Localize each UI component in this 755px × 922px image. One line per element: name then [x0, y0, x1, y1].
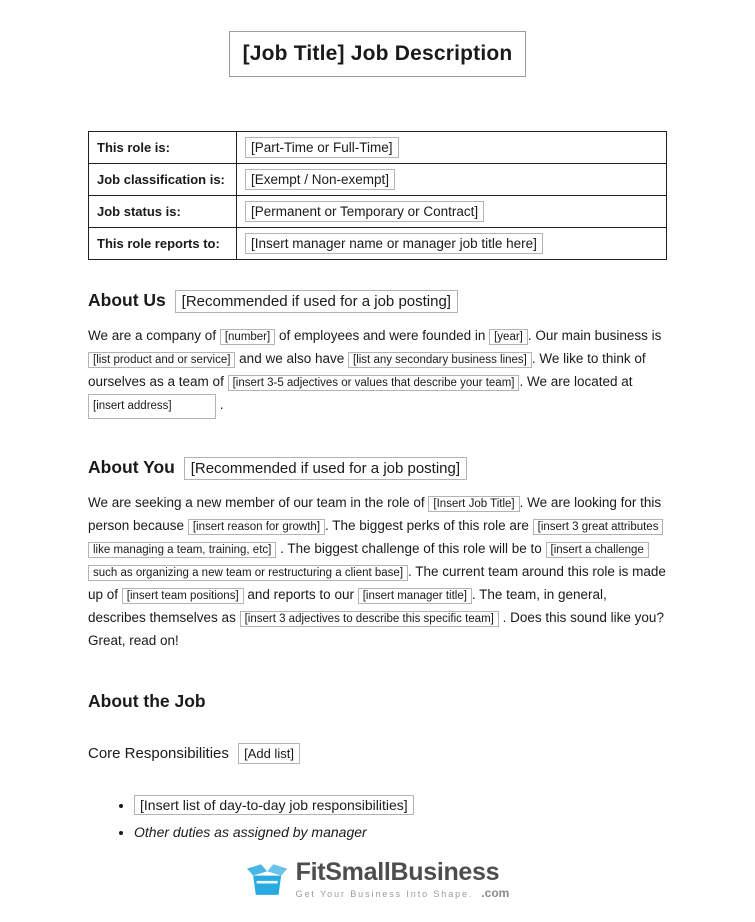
placeholder-field[interactable]: [Insert list of day-to-day job responsibilities]: [134, 795, 414, 815]
placeholder-field[interactable]: [insert 3-5 adjectives or values that describe your team]: [228, 375, 520, 391]
placeholder-field[interactable]: [number]: [220, 329, 275, 345]
row-value-cell: [237, 196, 667, 228]
open-box-icon: [246, 861, 288, 899]
placeholder-field[interactable]: [list any secondary business lines]: [348, 352, 532, 368]
row-value-cell: [237, 132, 667, 164]
brand-block: [296, 859, 510, 900]
paragraph-text: . The biggest challenge of this role will be to: [276, 541, 546, 556]
placeholder-field[interactable]: [insert 3 great attributes like managing a team, training, etc]: [88, 519, 663, 558]
about-us-paragraph: [88, 325, 667, 419]
placeholder-note[interactable]: [Add list]: [238, 743, 300, 764]
paragraph-text: . Our main business is: [527, 328, 662, 343]
placeholder-note[interactable]: [Recommended if used for a job posting]: [175, 290, 458, 313]
row-label: Job status is:: [89, 196, 237, 228]
about-us-heading: [88, 288, 667, 314]
list-item: [134, 795, 667, 815]
placeholder-note[interactable]: [Recommended if used for a job posting]: [184, 457, 467, 480]
about-you-paragraph: [88, 492, 667, 651]
row-label: This role is:: [89, 132, 237, 164]
paragraph-text: We are seeking a new member of our team in the role of: [88, 495, 429, 510]
paragraph-text: . Does this sound like you? Great, read on!: [88, 610, 664, 648]
heading-text: About Us: [88, 290, 166, 310]
placeholder-field[interactable]: [insert 3 adjectives to describe this specific team]: [240, 611, 499, 627]
subheading-text: Core Responsibilities: [88, 745, 229, 762]
paragraph-text: . We are located at: [519, 374, 633, 389]
placeholder-field[interactable]: [insert manager title]: [358, 588, 472, 604]
placeholder-field[interactable]: [insert team positions]: [122, 588, 244, 604]
brand-name: FitSmallBusiness: [295, 858, 500, 886]
brand-suffix: .com: [481, 886, 510, 900]
table-row: [89, 164, 667, 196]
paragraph-text: . We like to think of ourselves as a team of: [88, 351, 646, 389]
placeholder-field[interactable]: [year]: [489, 329, 528, 345]
list-item: [134, 822, 667, 842]
title-section: [0, 0, 755, 77]
row-label: Job classification is:: [89, 164, 237, 196]
placeholder-field[interactable]: [insert address]: [88, 394, 216, 419]
table-row: [89, 132, 667, 164]
role-info-table: [88, 131, 667, 260]
placeholder-field[interactable]: [insert a challenge such as organizing a new team or restructuring a client base]: [88, 542, 649, 581]
row-label: This role reports to:: [89, 228, 237, 260]
paragraph-text: . The current team around this role is made up of: [88, 564, 666, 602]
placeholder-field[interactable]: [Insert manager name or manager job title here]: [245, 233, 543, 254]
placeholder-field[interactable]: [insert reason for growth]: [188, 519, 325, 535]
paragraph-text: and we also have: [235, 351, 348, 366]
document-content: [0, 131, 755, 842]
paragraph-text: .: [216, 397, 224, 412]
brand-subline: [296, 886, 510, 900]
row-value-cell: [237, 228, 667, 260]
paragraph-text: . The biggest perks of this role are: [325, 518, 533, 533]
placeholder-field[interactable]: [Exempt / Non-exempt]: [245, 169, 395, 190]
paragraph-text: of employees and were founded in: [275, 328, 490, 343]
paragraph-text: . We are looking for this person because: [88, 495, 662, 533]
row-value-cell: [237, 164, 667, 196]
placeholder-field[interactable]: [Part-Time or Full-Time]: [245, 137, 399, 158]
heading-text: About You: [88, 457, 175, 477]
about-job-heading: About the Job: [88, 691, 206, 711]
core-responsibilities-line: [88, 743, 667, 765]
paragraph-text: and reports to our: [243, 587, 358, 602]
table-row: [89, 228, 667, 260]
paragraph-text: We are a company of: [88, 328, 220, 343]
responsibilities-list: [88, 795, 667, 842]
placeholder-field[interactable]: [Insert Job Title]: [428, 496, 519, 512]
placeholder-field[interactable]: [Permanent or Temporary or Contract]: [245, 201, 484, 222]
about-you-heading: [88, 455, 667, 481]
document-title: [Job Title] Job Description: [229, 31, 527, 77]
brand-tagline: Get Your Business Into Shape.: [295, 889, 474, 899]
bullet-text: Other duties as assigned by manager: [134, 824, 367, 840]
paragraph-text: . The team, in general, describes themselves as: [88, 587, 607, 625]
table-row: [89, 196, 667, 228]
placeholder-field[interactable]: [list product and or service]: [88, 352, 235, 368]
footer-logo: [246, 859, 510, 900]
